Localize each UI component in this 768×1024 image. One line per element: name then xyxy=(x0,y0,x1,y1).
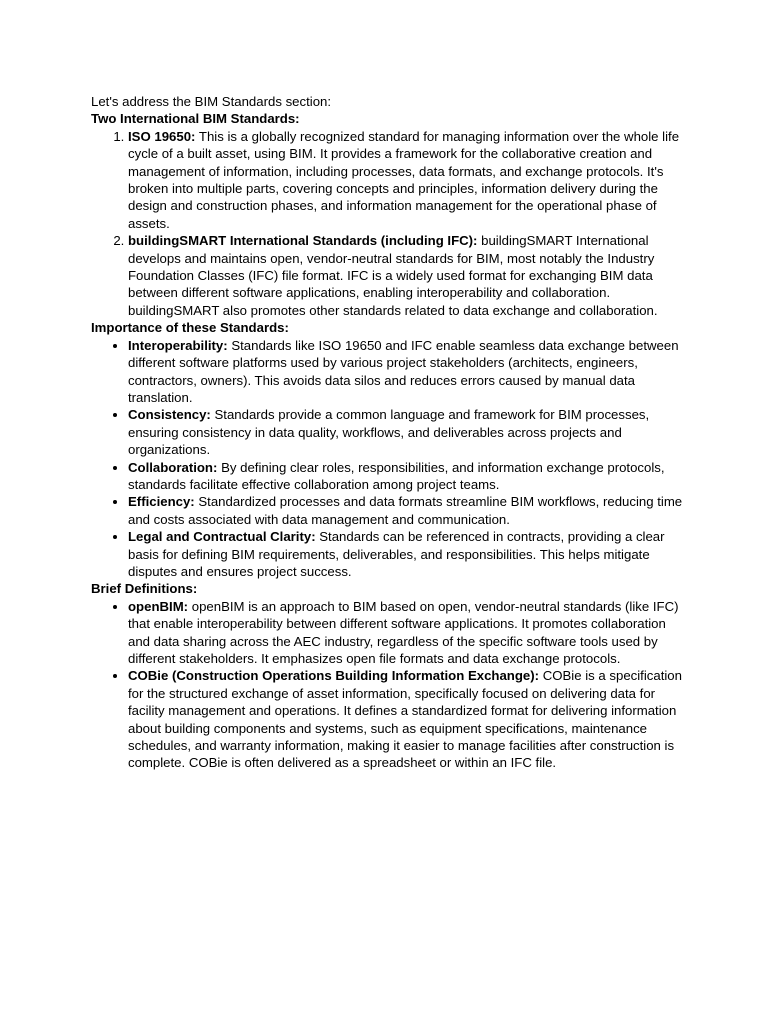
item-text: Standards provide a common language and framework for BIM processes, ensuring consistency in data quality, workflows, and deliverables across projects and organizations. xyxy=(128,407,650,458)
item-text: This is a globally recognized standard for managing information over the whole life cycle of a built asset, using BIM. It provides a framework for the collaborative creation and management of information, including processes, data formats, and exchange protocols. It's broken into multiple parts, covering concepts and principles, information delivery during the design and construction phases, and information management for the operational phase of assets. xyxy=(128,128,680,231)
item-text: COBie is a specification for the structured exchange of asset information, specifically focused on delivering data for facility management and operations. It defines a standardized format for delivering information about building components and systems, such as equipment specifications, maintenance schedules, and warranty information, making it easier to manage facilities after construction is complete. COBie is often delivered as a spreadsheet or within an IFC file. xyxy=(128,668,682,771)
item-text: openBIM is an approach to BIM based on open, vendor-neutral standards (like IFC) that enable interoperability between different software applications. It promotes collaboration and data sharing across the AEC industry, regardless of the specific software tools used by different stakeholders. It emphasizes open file formats and data exchange protocols. xyxy=(128,598,679,666)
list-item xyxy=(128,128,691,232)
section-heading-definitions: Brief Definitions: xyxy=(91,581,198,597)
list-item xyxy=(128,337,691,407)
item-term: buildingSMART International Standards (including IFC): xyxy=(128,233,478,249)
item-term: Collaboration: xyxy=(128,459,218,475)
item-term: Efficiency: xyxy=(128,494,195,510)
item-text: Standards can be referenced in contracts, providing a clear basis for defining BIM requirements, deliverables, and responsibilities. This helps mitigate disputes and ensures project success. xyxy=(128,529,665,579)
item-term: COBie (Construction Operations Building Information Exchange): xyxy=(128,668,540,684)
item-term: openBIM: xyxy=(128,598,189,614)
list-item xyxy=(128,598,691,668)
item-term: Interoperability: xyxy=(128,337,228,353)
item-term: ISO 19650: xyxy=(128,128,196,144)
list-item xyxy=(128,232,691,319)
definitions-list xyxy=(91,598,691,772)
list-item xyxy=(128,406,691,458)
item-text: Standards like ISO 19650 and IFC enable seamless data exchange between different software platforms used by various project stakeholders (architects, engineers, contractors, owners). This avoids data silos and reduces errors caused by manual data translation. xyxy=(128,337,679,405)
intro-text: Let's address the BIM Standards section: xyxy=(91,94,332,109)
item-term: Legal and Contractual Clarity: xyxy=(128,529,316,545)
list-item xyxy=(128,667,691,771)
item-text: Standardized processes and data formats streamline BIM workflows, reducing time and costs associated with data management and communication. xyxy=(128,494,683,527)
section-heading-importance: Importance of these Standards: xyxy=(91,320,289,336)
item-text: buildingSMART International develops and maintains open, vendor-neutral standards for BIM, most notably the Industry Foundation Classes (IFC) file format. IFC is a widely used format for exchanging BIM data between different software applications, enabling interoperability and collaboration. buildingSMART also promotes other standards related to data exchange and collaboration. xyxy=(128,233,658,318)
item-text: By defining clear roles, responsibilities, and information exchange protocols, standards facilitate effective collaboration among project teams. xyxy=(128,459,665,492)
item-term: Consistency: xyxy=(128,407,211,423)
section-heading-standards: Two International BIM Standards: xyxy=(91,111,300,127)
document-page xyxy=(91,93,691,772)
importance-list xyxy=(91,337,691,581)
list-item xyxy=(128,493,691,528)
list-item xyxy=(128,528,691,580)
standards-list xyxy=(91,128,691,319)
list-item xyxy=(128,459,691,494)
